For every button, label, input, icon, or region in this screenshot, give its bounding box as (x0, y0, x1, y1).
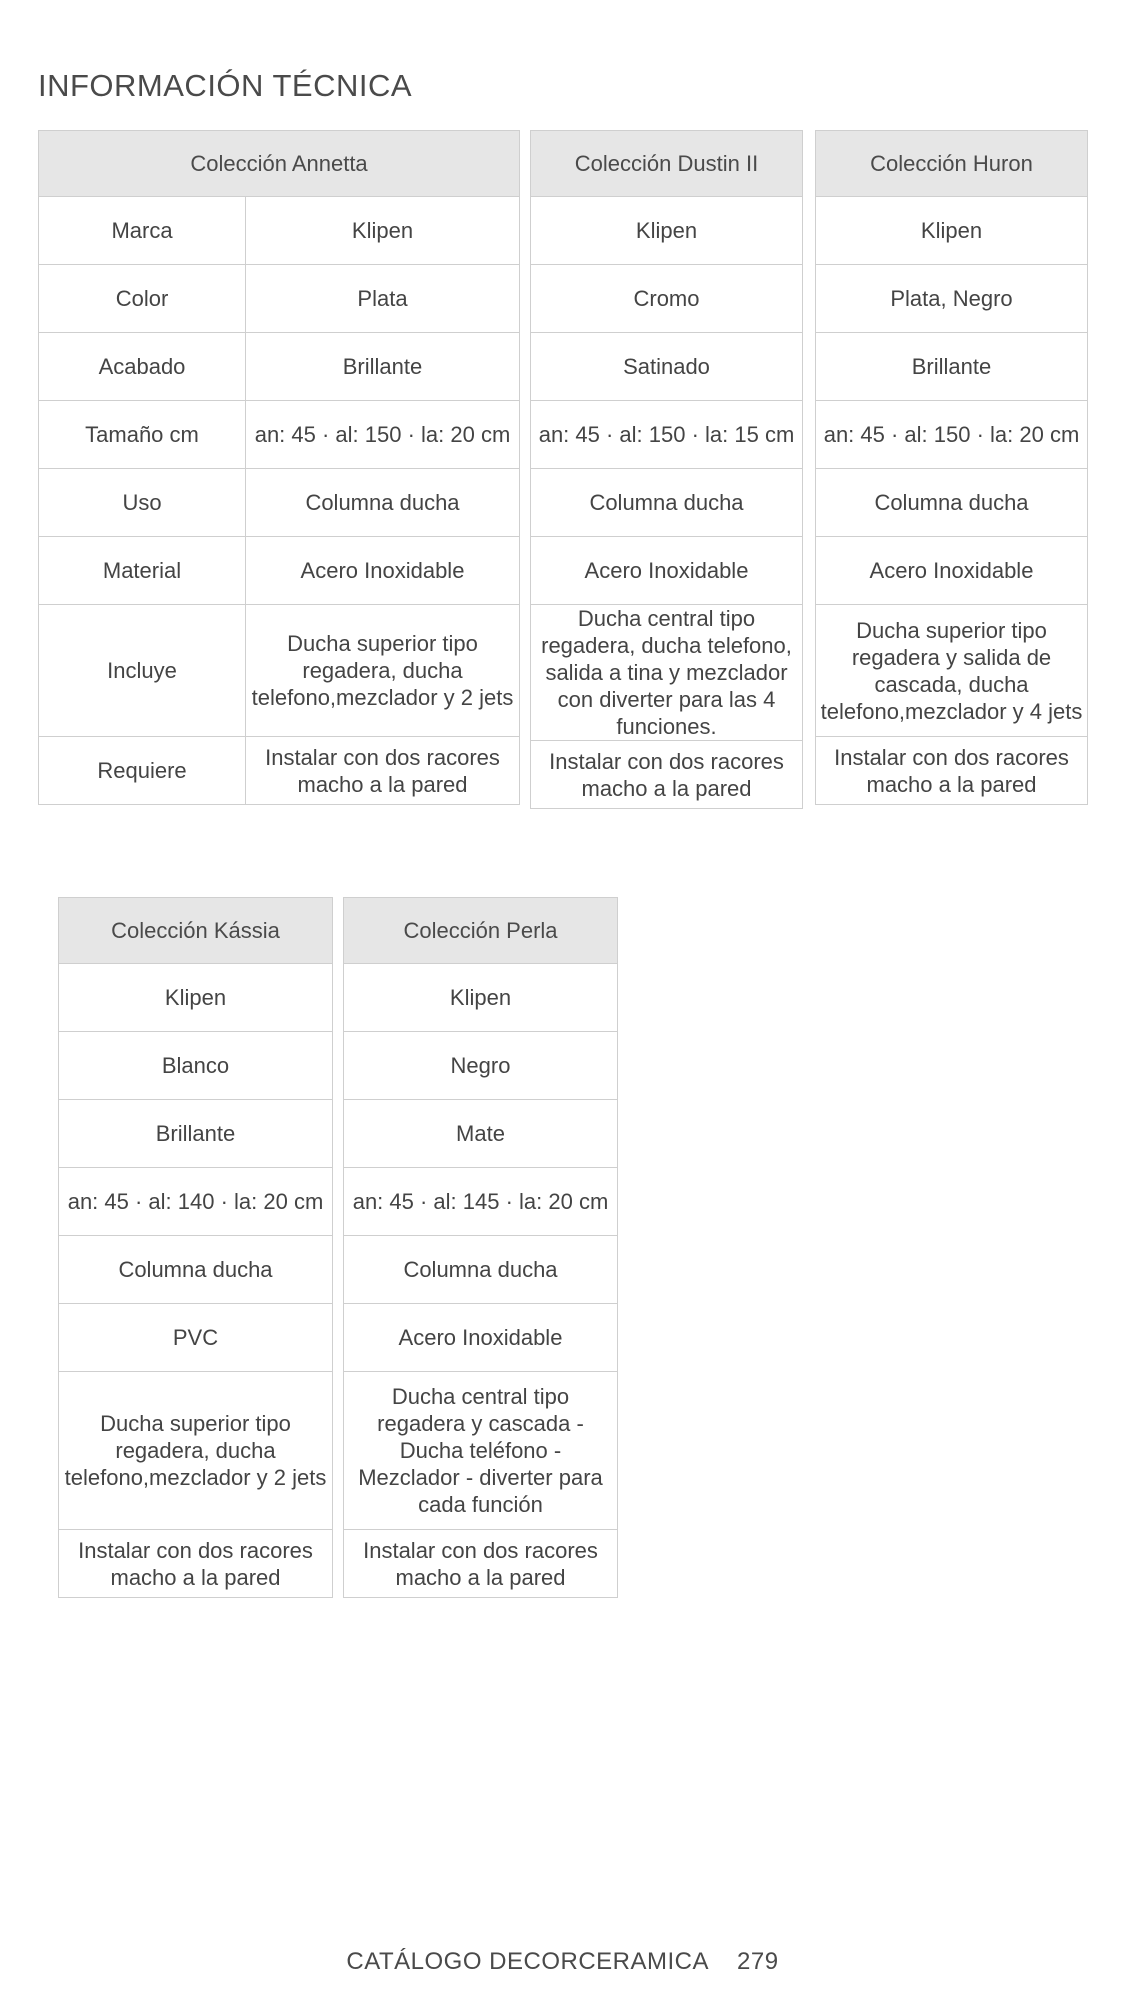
row-label: Incluye (39, 605, 246, 737)
spec-value: Negro (344, 1032, 618, 1100)
spec-table-perla (343, 897, 618, 1598)
page-number: 279 (737, 1948, 779, 1975)
spec-value: PVC (59, 1304, 333, 1372)
spec-value: Ducha superior tipo regadera, ducha telefono,mezclador y 2 jets (246, 605, 520, 737)
spec-value: Instalar con dos racores macho a la pared (344, 1530, 618, 1598)
spec-value: an: 45 · al: 150 · la: 20 cm (246, 401, 520, 469)
spec-value: Ducha superior tipo regadera y salida de cascada, ducha telefono,mezclador y 4 jets (816, 605, 1088, 737)
collection-header: Colección Kássia (59, 898, 333, 964)
row-label: Color (39, 265, 246, 333)
spec-value: Brillante (816, 333, 1088, 401)
spec-value: Klipen (344, 964, 618, 1032)
spec-value: Satinado (531, 333, 803, 401)
spec-table-dustin (530, 130, 803, 809)
spec-value: Klipen (816, 197, 1088, 265)
row-label: Acabado (39, 333, 246, 401)
spec-table-annetta (38, 130, 520, 805)
spec-value: Acero Inoxidable (246, 537, 520, 605)
spec-value: Klipen (246, 197, 520, 265)
spec-value: Ducha central tipo regadera y cascada - Ducha teléfono - Mezclador - diverter para cada función (344, 1372, 618, 1530)
spec-value: Plata, Negro (816, 265, 1088, 333)
row-label: Uso (39, 469, 246, 537)
spec-value: Columna ducha (531, 469, 803, 537)
spec-table-kassia (58, 897, 333, 1598)
row-label: Material (39, 537, 246, 605)
spec-value: Columna ducha (246, 469, 520, 537)
collection-header: Colección Annetta (39, 131, 520, 197)
spec-value: Ducha superior tipo regadera, ducha telefono,mezclador y 2 jets (59, 1372, 333, 1530)
spec-value: Blanco (59, 1032, 333, 1100)
spec-value: Acero Inoxidable (816, 537, 1088, 605)
spec-value: Instalar con dos racores macho a la pared (59, 1530, 333, 1598)
spec-table-huron (815, 130, 1088, 805)
spec-value: Mate (344, 1100, 618, 1168)
spec-value: Instalar con dos racores macho a la pared (246, 737, 520, 805)
spec-value: Cromo (531, 265, 803, 333)
spec-value: Instalar con dos racores macho a la pared (816, 737, 1088, 805)
spec-value: Klipen (59, 964, 333, 1032)
page-title: INFORMACIÓN TÉCNICA (38, 68, 413, 103)
spec-value: Acero Inoxidable (531, 537, 803, 605)
collection-header: Colección Dustin II (531, 131, 803, 197)
spec-value: Columna ducha (816, 469, 1088, 537)
spec-value: Klipen (531, 197, 803, 265)
spec-value: Columna ducha (344, 1236, 618, 1304)
spec-value: Instalar con dos racores macho a la pared (531, 741, 803, 809)
collection-header: Colección Perla (344, 898, 618, 964)
footer-catalog-name: CATÁLOGO DECORCERAMICA (346, 1948, 710, 1975)
spec-value: Acero Inoxidable (344, 1304, 618, 1372)
page-footer (0, 1948, 1125, 1976)
spec-value: Columna ducha (59, 1236, 333, 1304)
row-label: Requiere (39, 737, 246, 805)
spec-value: Ducha central tipo regadera, ducha telefono, salida a tina y mezclador con diverter para las 4 funciones. (531, 605, 803, 741)
collection-header: Colección Huron (816, 131, 1088, 197)
spec-value: an: 45 · al: 150 · la: 20 cm (816, 401, 1088, 469)
spec-value: Plata (246, 265, 520, 333)
spec-value: Brillante (246, 333, 520, 401)
spec-value: an: 45 · al: 150 · la: 15 cm (531, 401, 803, 469)
row-label: Tamaño cm (39, 401, 246, 469)
row-label: Marca (39, 197, 246, 265)
spec-value: Brillante (59, 1100, 333, 1168)
spec-value: an: 45 · al: 140 · la: 20 cm (59, 1168, 333, 1236)
spec-value: an: 45 · al: 145 · la: 20 cm (344, 1168, 618, 1236)
